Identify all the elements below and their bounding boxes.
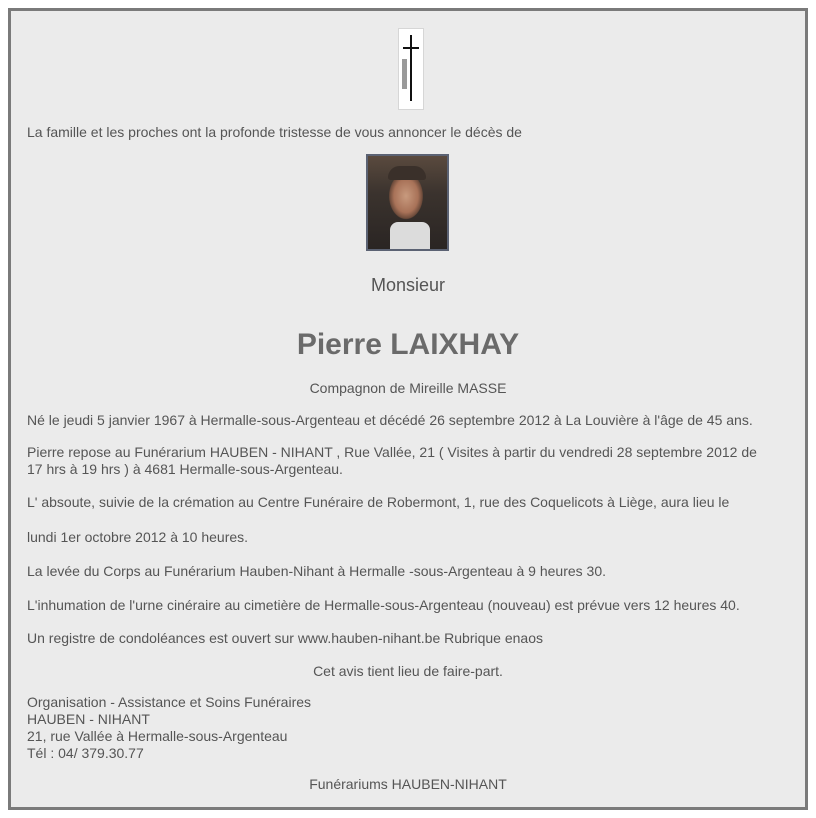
org-line-3: 21, rue Vallée à Hermalle-sous-Argenteau xyxy=(27,728,288,744)
repose-line-1: Pierre repose au Funérarium HAUBEN - NIHANT , Rue Vallée, 21 ( Visites à partir du vendredi 28 septembre 2012 de xyxy=(27,444,757,460)
portrait-photo xyxy=(366,154,449,251)
levee-text: La levée du Corps au Funérarium Hauben-Nihant à Hermalle -sous-Argenteau à 9 heures 30. xyxy=(27,563,606,579)
photo-shirt xyxy=(390,222,430,249)
absoute-date: lundi 1er octobre 2012 à 10 heures. xyxy=(27,529,249,545)
absoute-text: L' absoute, suivie de la crémation au Centre Funéraire de Robermont, 1, rue des Coquelicots à Liège, aura lieu le xyxy=(27,494,730,510)
inhumation-text: L'inhumation de l'urne cinéraire au cimetière de Hermalle-sous-Argenteau (nouveau) est prévue vers 12 heures 40. xyxy=(27,597,740,613)
companion-text: Compagnon de Mireille MASSE xyxy=(309,380,507,396)
intro-text: La famille et les proches ont la profonde tristesse de vous annoncer le décès de xyxy=(27,124,522,140)
obituary-card xyxy=(8,8,808,810)
birth-death-text: Né le jeudi 5 janvier 1967 à Hermalle-sous-Argenteau et décédé 26 septembre 2012 à La Louvière à l'âge de 45 ans. xyxy=(27,412,753,428)
avis-text: Cet avis tient lieu de faire-part. xyxy=(313,663,503,679)
cross-horizontal xyxy=(403,47,419,49)
deceased-name: Pierre LAIXHAY xyxy=(296,328,520,361)
registre-text: Un registre de condoléances est ouvert sur www.hauben-nihant.be Rubrique enaos xyxy=(27,630,543,646)
cross-icon xyxy=(398,28,424,110)
footer-text: Funérariums HAUBEN-NIHANT xyxy=(309,776,507,792)
cross-vertical xyxy=(410,35,412,101)
honorific: Monsieur xyxy=(370,275,446,295)
org-line-2: HAUBEN - NIHANT xyxy=(27,711,150,727)
cross-shadow xyxy=(402,59,407,89)
org-line-4: Tél : 04/ 379.30.77 xyxy=(27,745,144,761)
photo-hair xyxy=(388,166,426,180)
repose-line-2: 17 hrs à 19 hrs ) à 4681 Hermalle-sous-Argenteau. xyxy=(27,461,343,477)
org-line-1: Organisation - Assistance et Soins Funéraires xyxy=(27,694,312,710)
